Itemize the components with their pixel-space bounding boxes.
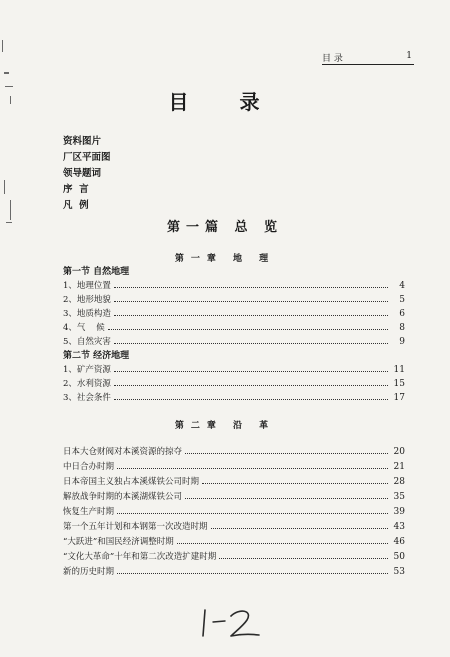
toc-entry [63,564,405,577]
toc-entry [63,519,405,532]
dot-leader [114,399,388,400]
toc-entry-page: 39 [393,507,405,517]
section-title: 第二节 经济地理 [63,351,130,361]
toc-entry-label: 日本大仓财阀对本溪资源的掠夺 [63,447,183,457]
toc-entry [63,459,405,472]
toc-entry-page: 6 [399,309,405,319]
dot-leader [114,315,388,316]
front-matter-item: 领导题词 [63,168,102,179]
toc-entry [63,306,405,319]
toc-entry-page: 28 [393,477,405,487]
toc-entry [63,504,405,517]
toc-entry [63,320,405,333]
toc-entry-label: 1、地理位置 [63,281,111,291]
section-title: 第一节 自然地理 [63,267,130,277]
front-matter-list [63,134,111,214]
toc-entry [63,278,405,291]
toc-entry-label: 2、水利资源 [63,379,111,389]
toc-entry [63,549,405,562]
dot-leader [202,483,388,484]
scan-artifact [4,72,9,74]
dot-leader [219,558,388,559]
dot-leader [114,343,388,344]
dot-leader [114,301,388,302]
toc-entry [63,334,405,347]
dot-leader [108,329,388,330]
toc-entry-page: 17 [393,393,405,403]
dot-leader [211,528,388,529]
front-matter-item: 凡 例 [63,200,89,211]
toc-entry-label: 中日合办时期 [63,462,115,472]
dot-leader [117,573,388,574]
toc-entry-page: 20 [393,447,405,457]
toc-entry-label: 3、地质构造 [63,309,111,319]
toc-entry-page: 21 [393,462,405,472]
running-head [322,51,412,64]
page-title: 目 录 [168,90,282,114]
toc-entry-page: 5 [399,295,405,305]
dot-leader [185,498,388,499]
toc-entry-page: 4 [399,281,405,291]
toc-entry [63,362,405,375]
scan-artifact [4,180,5,194]
toc-entry-label: 1、矿产资源 [63,365,111,375]
toc-entry-label: 第一个五年计划和本钢第一次改造时期 [63,522,208,532]
toc-entry [63,534,405,547]
dot-leader [114,385,388,386]
toc-entry-page: 35 [393,492,405,502]
toc-entry-page: 53 [393,567,405,577]
dot-leader [185,453,388,454]
toc-entry-label: 日本帝国主义独占本溪煤铁公司时期 [63,477,200,487]
toc-entry-label: 解放战争时期的本溪湖煤铁公司 [63,492,183,502]
part-title: 第一篇 总 览 [166,220,284,235]
toc-entry-label: 5、自然灾害 [63,337,111,347]
toc-entry-page: 15 [393,379,405,389]
running-head-label: 目 录 [322,54,343,64]
toc-entry-page: 8 [399,323,405,333]
running-head-page: 1 [406,51,412,61]
dot-leader [177,543,388,544]
dot-leader [114,371,388,372]
toc-entry-page: 9 [399,337,405,347]
scan-artifact [2,40,3,52]
running-head-rule [322,64,414,65]
front-matter-item: 厂区平面图 [63,152,111,163]
toc-entry-label: “文化大革命”十年和第二次改造扩建时期 [63,552,217,562]
toc-entry-label: “大跃进”和国民经济调整时期 [63,537,174,547]
toc-entry [63,474,405,487]
dot-leader [114,287,388,288]
chapter-title: 第一章 地 理 [174,254,276,264]
toc-entry [63,292,405,305]
toc-entry-page: 43 [393,522,405,532]
toc-entry-label: 2、地形地貌 [63,295,111,305]
dot-leader [117,468,388,469]
toc-entry-label: 恢复生产时期 [63,507,115,517]
toc-entry-page: 50 [393,552,405,562]
toc-entry [63,489,405,502]
toc-entry [63,444,405,457]
toc-entry [63,376,405,389]
toc-entry [63,390,405,403]
toc-entry-page: 11 [393,365,405,375]
toc-entry-page: 46 [393,537,405,547]
front-matter-item: 序 言 [63,184,89,195]
toc-entry-label: 新的历史时期 [63,567,115,577]
handwritten-page-note [195,604,265,640]
chapter-title: 第二章 沿 革 [174,421,276,431]
dot-leader [117,513,388,514]
front-matter-item: 资料图片 [63,136,102,147]
toc-entry-label: 4、气 候 [63,323,105,333]
toc-entry-label: 3、社会条件 [63,393,111,403]
